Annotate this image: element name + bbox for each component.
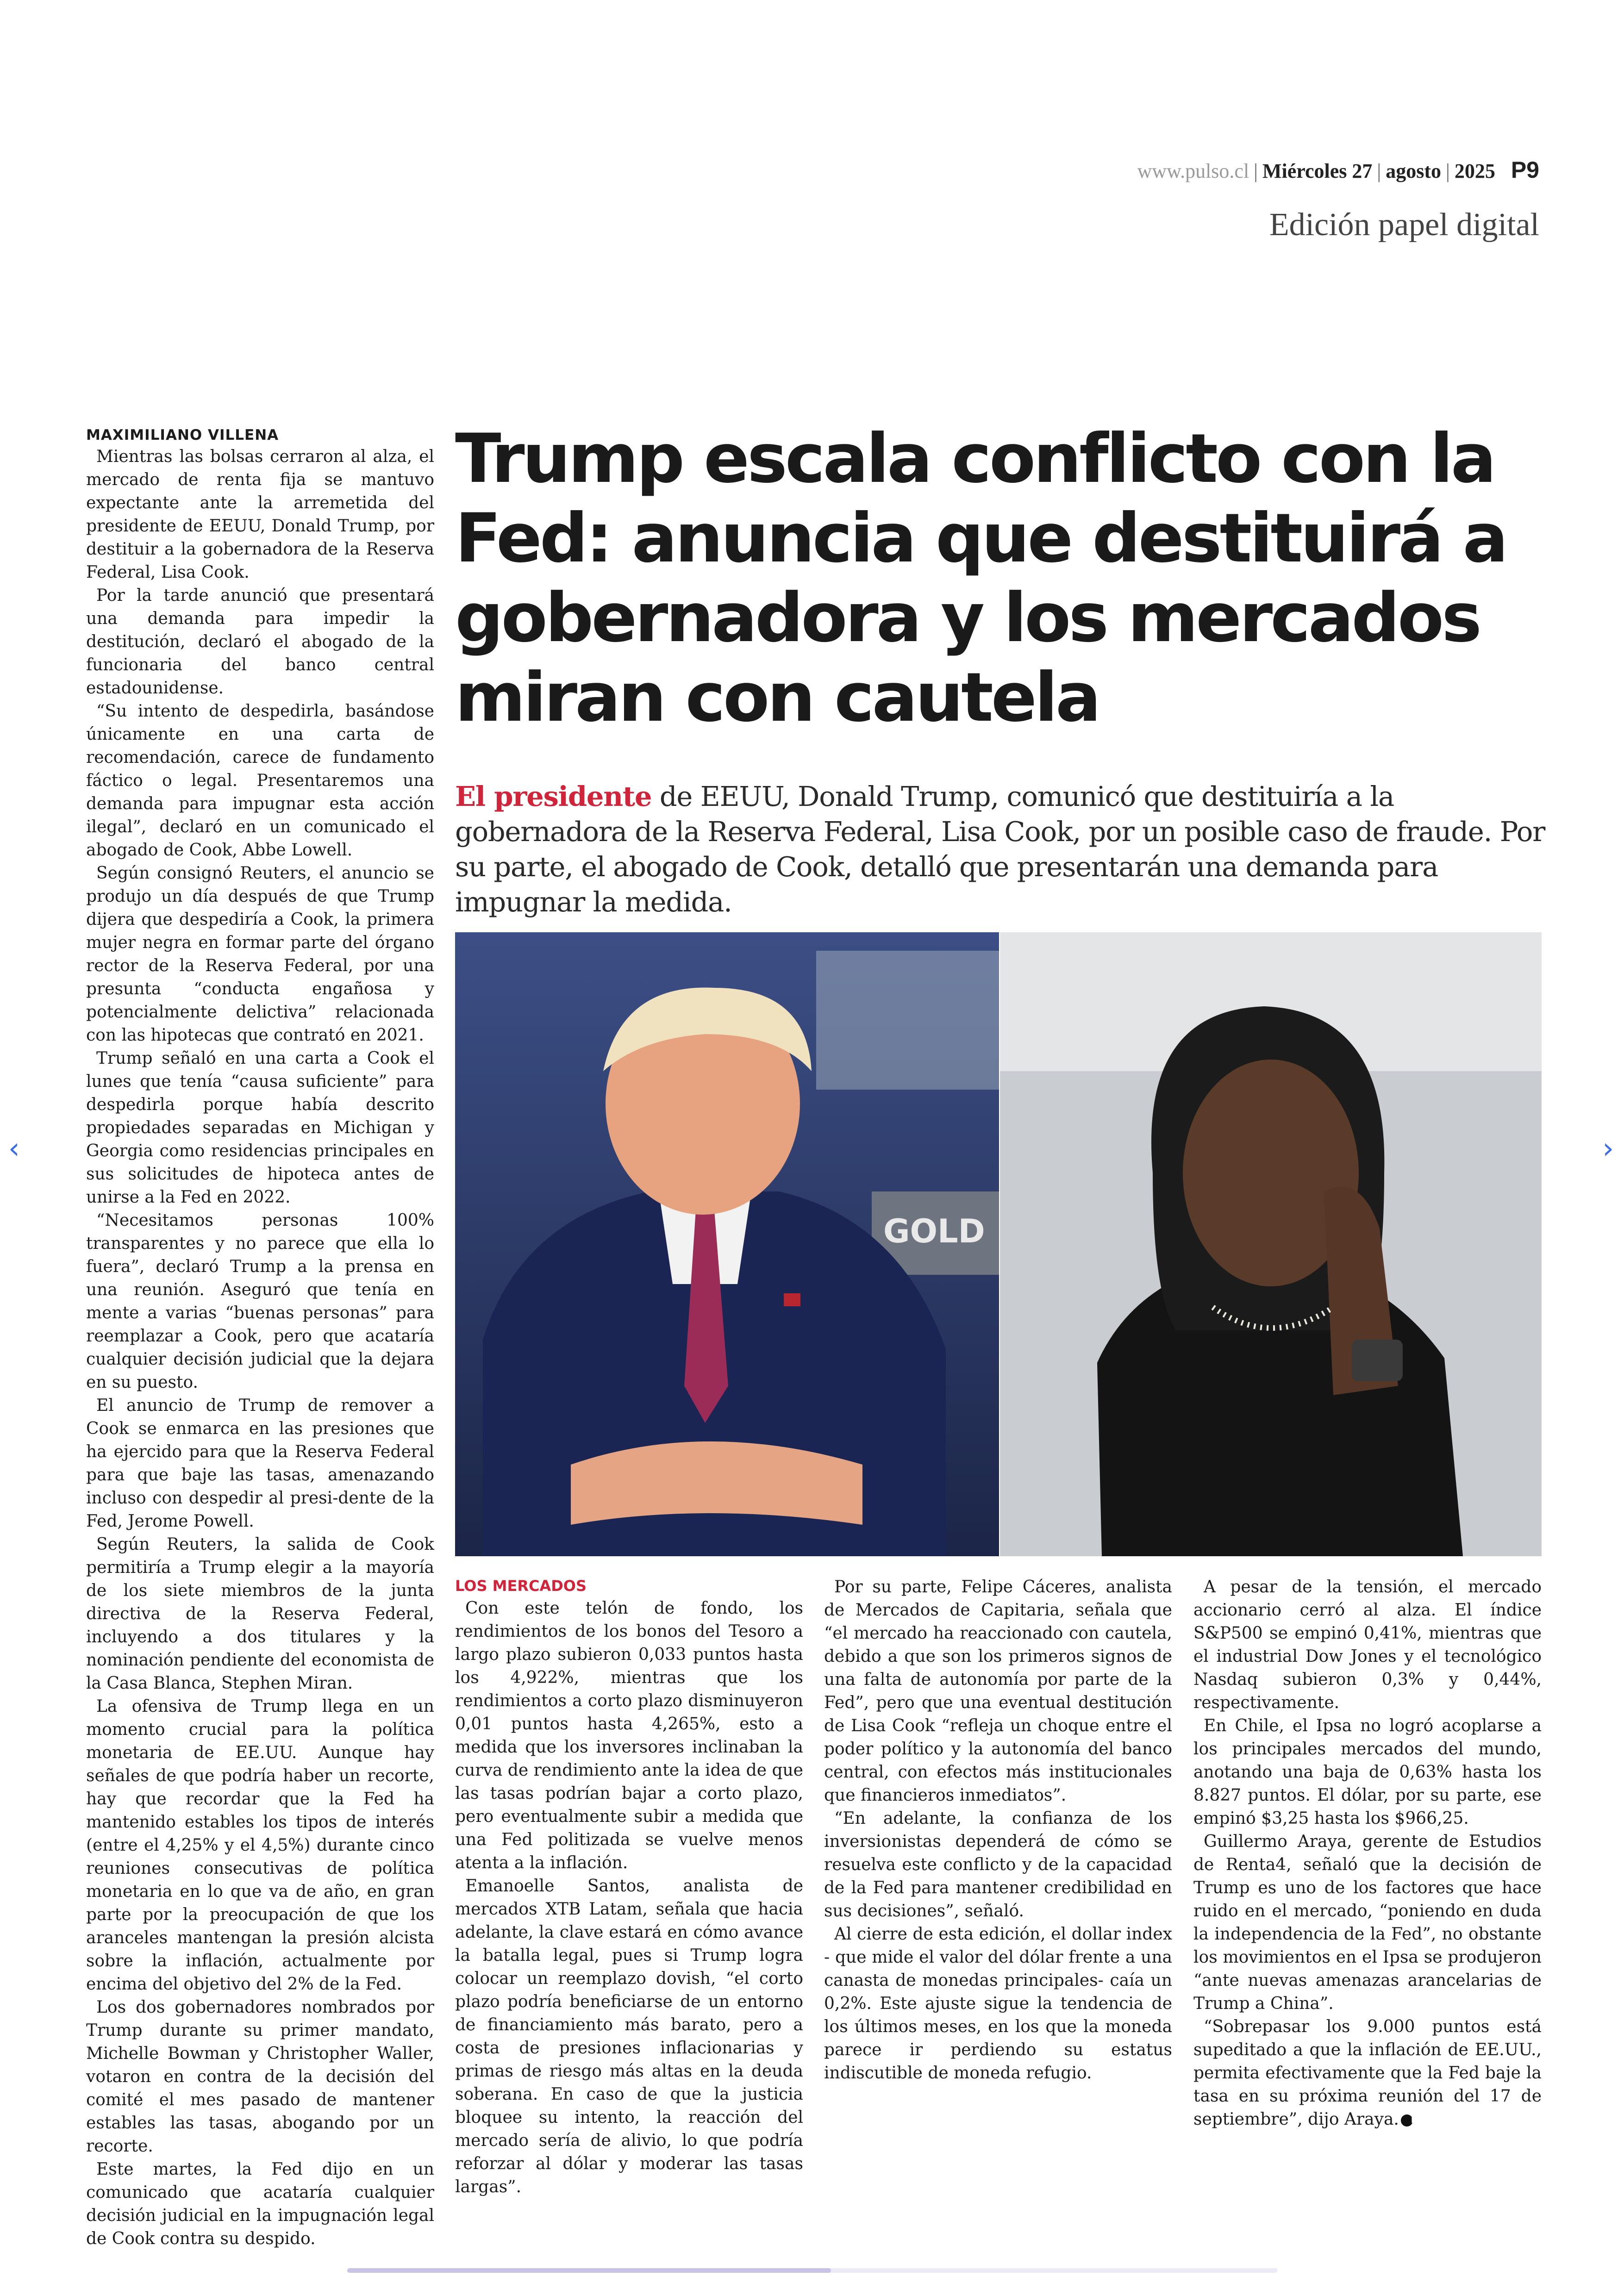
section-label-mercados: LOS MERCADOS — [455, 1577, 587, 1595]
byline: MAXIMILIANO VILLENA — [86, 427, 279, 443]
header-weekday: Miércoles 27 — [1262, 160, 1373, 182]
body-paragraph: Emanoelle Santos, analista de mercados XTB Latam, señala que hacia adelante, la clave estará en cómo avance la batalla legal, pues si Trump logra colocar un reemplazo dovish, “el corto plazo podría beneficiarse de un entorno de financiamiento más barato, pero a costa de presiones inflacionarias y primas de riesgo más altas en la deuda soberana. En caso de que la justicia bloquee su intento, la reacción del mercado sería de alivio, lo que podría reforzar al dólar y moderar las tasas largas”. — [455, 1877, 803, 2196]
body-paragraph: Trump señaló en una carta a Cook el lunes que tenía “causa suficiente” para despedirla porque había descrito propiedades separadas en Michigan y Georgia como residencias principales en sus solicitudes de hipoteca antes de unirse a la Fed en 2022. — [86, 1049, 434, 1207]
body-paragraph: Los dos gobernadores nombrados por Trump durante su primer mandato, Michelle Bowman y Christopher Waller, votaron en contra de la decisión del comité el mes pasado de mantener estables las tasas, abogando por un recorte. — [86, 1998, 434, 2156]
body-paragraph: Mientras las bolsas cerraron al alza, el mercado de renta fija se mantuvo expectante ante la arremetida del presidente de EEUU, Donald Trump, por destituir a la gobernadora de la Reserva Federal, Lisa Cook. — [86, 447, 434, 582]
header-month: agosto — [1386, 160, 1442, 182]
headline: Trump escala conflicto con la Fed: anuncia que destituirá a gobernadora y los mercados miran con cautela — [455, 419, 1506, 737]
end-of-article-icon: P — [1401, 2114, 1413, 2127]
deck-text: de EEUU, Donald Trump, comunicó que destituiría a la gobernadora de la Reserva Federal, Lisa Cook, por un posible caso de fraude. Por su parte, el abogado de Cook, detalló que presentarán una demanda para impugnar la medida. — [455, 780, 1545, 918]
page-number: P9 — [1511, 157, 1539, 183]
body-paragraph: El anuncio de Trump de remover a Cook se enmarca en las presiones que ha ejercido para que la Reserva Federal para que baje las tasas, amenazando incluso con despedir al presi-dente de la Fed, Jerome Powell. — [86, 1396, 434, 1531]
left-body — [86, 445, 434, 2251]
photo-sign-text: GOLD — [883, 1212, 985, 1250]
body-paragraph: La ofensiva de Trump llega en un momento crucial para la política monetaria de EE.UU. Aunque hay señales de que podría haber un recorte, hay que recordar que la Fed ha mantenido estables los tipos de interés (entre el 4,25% y el 4,5%) durante cinco reuniones consecutivas de política monetaria en lo que va de año, en gran parte por la preocupación de que los aranceles mantengan la presión alcista sobre la inflación, actualmente por encima del objetivo del 2% de la Fed. — [86, 1697, 434, 1994]
chevron-left-icon[interactable]: ‹ — [8, 1131, 20, 1165]
header-separator: | — [1254, 160, 1258, 182]
cook-illustration — [1000, 932, 1542, 1556]
photo-lisa-cook — [1000, 932, 1542, 1556]
deck — [455, 779, 1548, 920]
page-header — [1137, 156, 1539, 183]
article-column-4 — [1193, 1576, 1542, 2131]
photo-donald-trump — [455, 932, 999, 1556]
header-separator: | — [1377, 160, 1381, 182]
body-paragraph: Guillermo Araya, gerente de Estudios de Renta4, señaló que la decisión de Trump es uno de los factores que hace ruido en el mercado, “poniendo en duda la independencia de la Fed”, no obstante los movimientos en el Ipsa se produjeron “ante nuevas amenazas arancelarias de Trump a China”. — [1193, 1832, 1542, 2013]
body-paragraph: Este martes, la Fed dijo en un comunicado que acataría cualquier decisión judicial en la impugnación legal de Cook contra su despido. — [86, 2160, 434, 2248]
body-paragraph: En Chile, el Ipsa no logró acoplarse a los principales mercados del mundo, anotando una baja de 0,63% hasta los 8.827 puntos. El dólar, por su parte, ese empinó $3,25 hasta los $966,25. — [1193, 1716, 1542, 1828]
article-column-3 — [824, 1576, 1172, 2085]
article-left-column — [86, 426, 434, 2251]
body-paragraph: A pesar de la tensión, el mercado accionario cerró al alza. El índice S&P500 se empinó 0,41%, mientras que el industrial Dow Jones y el tecnológico Nasdaq subieron 0,3% y 0,44%, respectivamente. — [1193, 1578, 1542, 1712]
body-paragraph: “En adelante, la confianza de los inversionistas dependerá de cómo se resuelva este conflicto y de la capacidad de la Fed para mantener credibilidad en sus decisiones”, señaló. — [824, 1809, 1172, 1921]
deck-lead: El presidente — [455, 780, 652, 812]
body-paragraph: Según consignó Reuters, el anuncio se produjo un día después de que Trump dijera que despediría a Cook, la primera mujer negra en formar parte del órgano rector de la Reserva Federal, por una presunta “conducta engañosa y potencialmente delictiva” relacionada con las hipotecas que contrató en 2021. — [86, 864, 434, 1045]
body-paragraph: Por la tarde anunció que presentará una demanda para impedir la destitución, declaró el abogado de la funcionaria del banco central estadounidense. — [86, 586, 434, 698]
body-paragraph: “Sobrepasar los 9.000 puntos está supeditado a que la inflación de EE.UU., permita efectivamente que la Fed baje la tasa en su próxima reunión del 17 de septiembre”, dijo Araya. P — [1193, 2017, 1542, 2129]
page-progress-bar[interactable] — [347, 2268, 1278, 2273]
article-column-2 — [455, 1576, 803, 2199]
header-year: 2025 — [1454, 160, 1495, 182]
edition-label: Edición papel digital — [1269, 207, 1539, 243]
trump-illustration — [455, 932, 999, 1556]
site-url: www.pulso.cl — [1137, 160, 1249, 182]
body-paragraph: Según Reuters, la salida de Cook permitiría a Trump elegir a la mayoría de los siete miembros de la junta directiva de la Reserva Federal, incluyendo a dos titulares y la nominación pendiente del economista de la Casa Blanca, Stephen Miran. — [86, 1535, 434, 1693]
header-separator: | — [1446, 160, 1450, 182]
body-paragraph: Por su parte, Felipe Cáceres, analista de Mercados de Capitaria, señala que “el mercado ha reaccionado con cautela, debido a que son los primeros signos de una falta de autonomía por parte de la Fed”, pero que una eventual destitución de Lisa Cook “refleja un choque entre el poder político y la autonomía del banco central, con efectos más institucionales que financieros inmediatos”. — [824, 1578, 1172, 1805]
col4-body — [1193, 1576, 1542, 2131]
page-progress-fill — [347, 2268, 831, 2273]
chevron-right-icon[interactable]: › — [1602, 1131, 1614, 1165]
body-paragraph: Al cierre de esta edición, el dollar index - que mide el valor del dólar frente a una canasta de monedas principales- caía un 0,2%. Este ajuste sigue la tendencia de los últimos meses, en los que la moneda parece ir perdiendo su estatus indiscutible de moneda refugio. — [824, 1925, 1172, 2083]
body-paragraph: Con este telón de fondo, los rendimientos de los bonos del Tesoro a largo plazo subieron 0,033 puntos hasta los 4,922%, mientras que los rendimientos a corto plazo disminuyeron 0,01 puntos hasta 4,265%, esto a medida que los inversores inclinaban la curva de rendimiento ante la idea de que las tasas podrían bajar a corto plazo, pero eventualmente subir a medida que una Fed politizada se vuelve menos atenta a la inflación. — [455, 1599, 803, 1872]
body-paragraph: “Necesitamos personas 100% transparentes y no parece que ella lo fuera”, declaró Trump a la prensa en una reunión. Aseguró que tenía en mente a varias “buenas personas” para reemplazar a Cook, pero que acataría cualquier decisión judicial que la dejara en su puesto. — [86, 1211, 434, 1392]
col3-body — [824, 1576, 1172, 2085]
col2-body — [455, 1597, 803, 2199]
body-paragraph: “Su intento de despedirla, basándose únicamente en una carta de recomendación, carece de fundamento fáctico o legal. Presentaremos una demanda para impugnar esta acción ilegal”, declaró en un comunicado el abogado de Cook, Abbe Lowell. — [86, 702, 434, 860]
